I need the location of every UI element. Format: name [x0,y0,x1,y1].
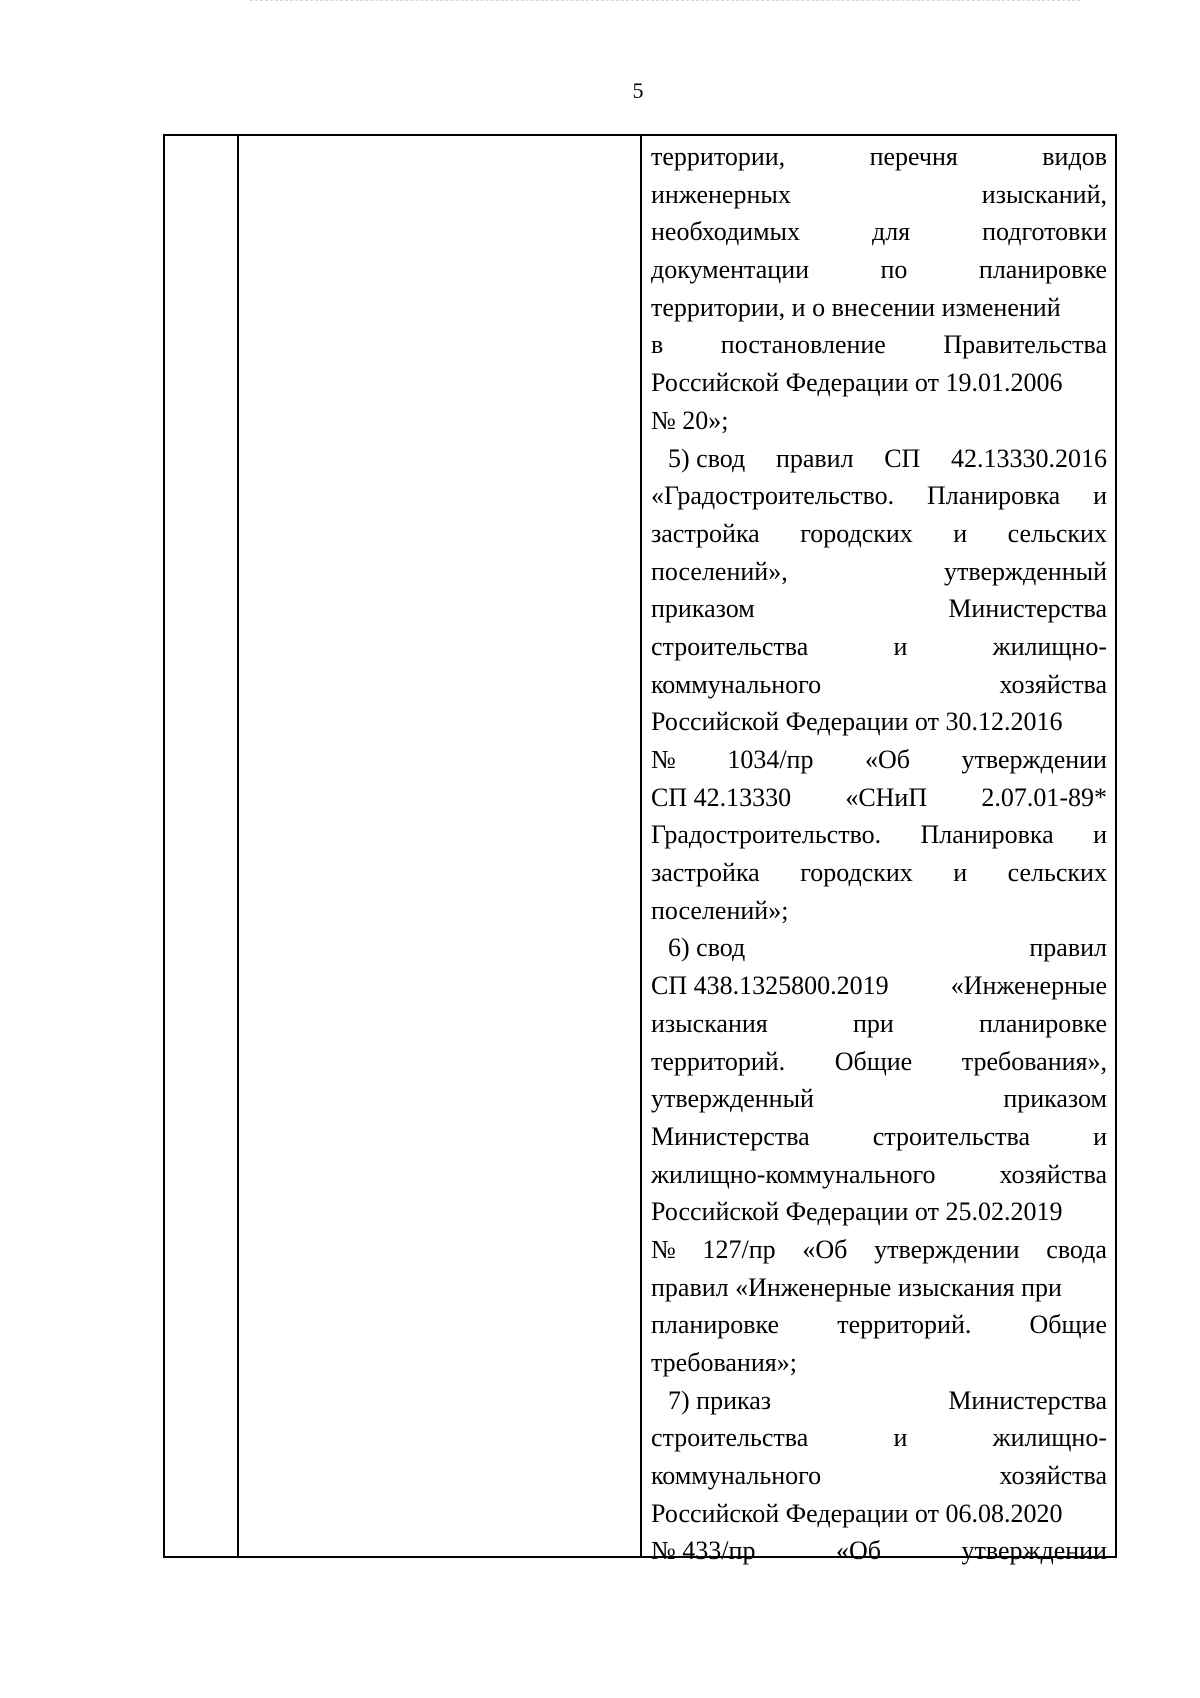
table-column-number [165,136,239,1556]
text-word: Градостроительство. [651,820,882,850]
text-word: Правительства [943,330,1107,360]
text-word: необходимых [651,217,801,247]
text-word: планировке [978,1008,1107,1038]
text-word: городских [800,858,913,888]
text-word: приказом [651,594,755,624]
text-word: Общие [834,1046,913,1076]
text-word: поселений», [651,556,788,586]
text-word: застройка [651,858,760,888]
text-word: «Об [835,1536,881,1566]
text-word: планировке [651,1310,780,1340]
text-word: и [893,1423,908,1453]
text-word: № [651,745,676,774]
text-word: утверждении [874,1234,1020,1264]
text-line [651,892,1107,930]
text-line [651,402,1107,440]
text-line [651,1193,1107,1231]
text-word: сельских [1007,518,1107,548]
text-line [651,326,1107,364]
text-word: территорий. [837,1310,972,1340]
text-word: и [1093,481,1107,511]
text-line [651,176,1107,214]
text-line [651,515,1107,553]
text-word: перечня [869,142,958,171]
text-word: хозяйства [999,669,1107,699]
table-column-name [239,136,642,1556]
text-line [651,628,1107,666]
text-word: застройка [651,518,760,548]
text-word: Российской Федерации от 30.12.2016 [651,707,1063,737]
text-word: территорий. [651,1046,786,1076]
text-word: при [852,1008,894,1038]
text-word: в [651,330,664,360]
text-word: утверждении [961,1536,1107,1566]
text-word: правил [1029,933,1107,963]
text-word: Планировка [920,820,1054,850]
text-line [651,213,1107,251]
text-word: и [1093,1121,1107,1151]
text-word: и [953,858,968,888]
text-word: № 433/пр [651,1536,756,1566]
text-word: строительства [651,1423,809,1453]
text-line [651,779,1107,817]
text-line [651,1306,1107,1344]
text-word: СП 42.13330 [651,782,792,812]
text-word: требования»; [651,1348,797,1377]
text-line [651,1495,1107,1533]
text-word: 6) свод [668,933,746,963]
text-word: Министерства [948,594,1107,624]
text-word: строительства [651,631,809,661]
text-word: правил [775,443,854,473]
text-line [651,1344,1107,1382]
text-line [651,854,1107,892]
text-word: утвержденный [944,556,1107,586]
text-word: территории, и о внесении изменений [651,292,1061,322]
text-word: «Градостроительство. [651,481,895,511]
text-word: коммунального [651,1461,822,1491]
text-word: подготовки [982,217,1107,247]
text-word: постановление [720,330,886,360]
text-word: утвержденный [651,1084,814,1114]
document-table [163,134,1117,1566]
text-line [651,289,1107,327]
text-word: «Об [802,1234,848,1264]
text-word: видов [1042,142,1107,171]
text-word: документации [651,255,810,285]
text-line [651,816,1107,854]
text-word: 42.13330.2016 [951,443,1107,473]
text-word: Планировка [927,481,1061,511]
text-word: «Инженерные [950,971,1107,1001]
scan-edge-line [250,0,1080,2]
text-word: № 20»; [651,405,729,435]
text-word: Министерства [948,1385,1107,1415]
text-line [651,477,1107,515]
text-word: требования», [961,1046,1107,1076]
text-word: СП [884,443,921,473]
text-word: для [871,217,911,247]
text-word: изысканий, [981,179,1107,209]
text-word: СП 438.1325800.2019 [651,971,889,1001]
text-line [651,251,1107,289]
text-line [651,440,1107,478]
text-word: Общие [1029,1310,1107,1340]
text-line [651,590,1107,628]
text-word: территории, [651,142,786,171]
text-word: жилищно- [992,631,1107,661]
table-column-text [642,136,1115,1566]
text-word: приказом [1003,1084,1107,1114]
text-word: утверждении [961,745,1107,774]
text-line [651,1005,1107,1043]
text-word: «СНиП [845,782,928,812]
text-line [651,1080,1107,1118]
text-word: строительства [872,1121,1030,1151]
text-word: Российской Федерации от 25.02.2019 [651,1197,1063,1227]
page-number: 5 [632,78,644,103]
text-line [651,1043,1107,1081]
text-word: 127/пр [702,1234,776,1264]
text-line [651,364,1107,402]
text-word: инженерных [651,179,791,209]
text-word: 7) приказ [668,1385,772,1415]
text-line [651,138,1107,176]
text-word: и [1093,820,1107,850]
text-line [651,1231,1107,1269]
text-line [651,1118,1107,1156]
text-word: 5) свод [668,443,746,473]
text-line [651,1532,1107,1570]
text-word: планировке [978,255,1107,285]
text-word: изыскания [651,1008,768,1038]
text-line [651,703,1107,741]
text-word: жилищно- [992,1423,1107,1453]
text-word: и [893,631,908,661]
text-word: поселений»; [651,895,789,925]
text-word: 1034/пр [727,745,814,774]
text-word: Министерства [651,1121,810,1151]
text-line [651,929,1107,967]
text-word: коммунального [651,669,822,699]
text-word: и [953,518,968,548]
text-word: по [880,255,908,285]
text-line [651,741,1107,779]
text-word: 2.07.01-89* [981,782,1107,812]
text-word: «Об [864,745,910,774]
text-line [651,1419,1107,1457]
text-word: № [651,1234,676,1264]
text-line [651,553,1107,591]
text-word: хозяйства [999,1159,1107,1189]
text-word: хозяйства [999,1461,1107,1491]
text-word: Российской Федерации от 19.01.2006 [651,368,1063,398]
text-word: сельских [1007,858,1107,888]
text-line [651,1382,1107,1420]
text-line [651,967,1107,1005]
text-line [651,1156,1107,1194]
text-word: жилищно-коммунального [651,1159,936,1189]
text-word: правил «Инженерные изыскания при [651,1272,1062,1302]
text-word: свода [1046,1234,1107,1264]
text-word: городских [800,518,913,548]
text-line [651,1269,1107,1307]
text-line [651,1457,1107,1495]
text-line [651,666,1107,704]
text-word: Российской Федерации от 06.08.2020 [651,1498,1063,1528]
